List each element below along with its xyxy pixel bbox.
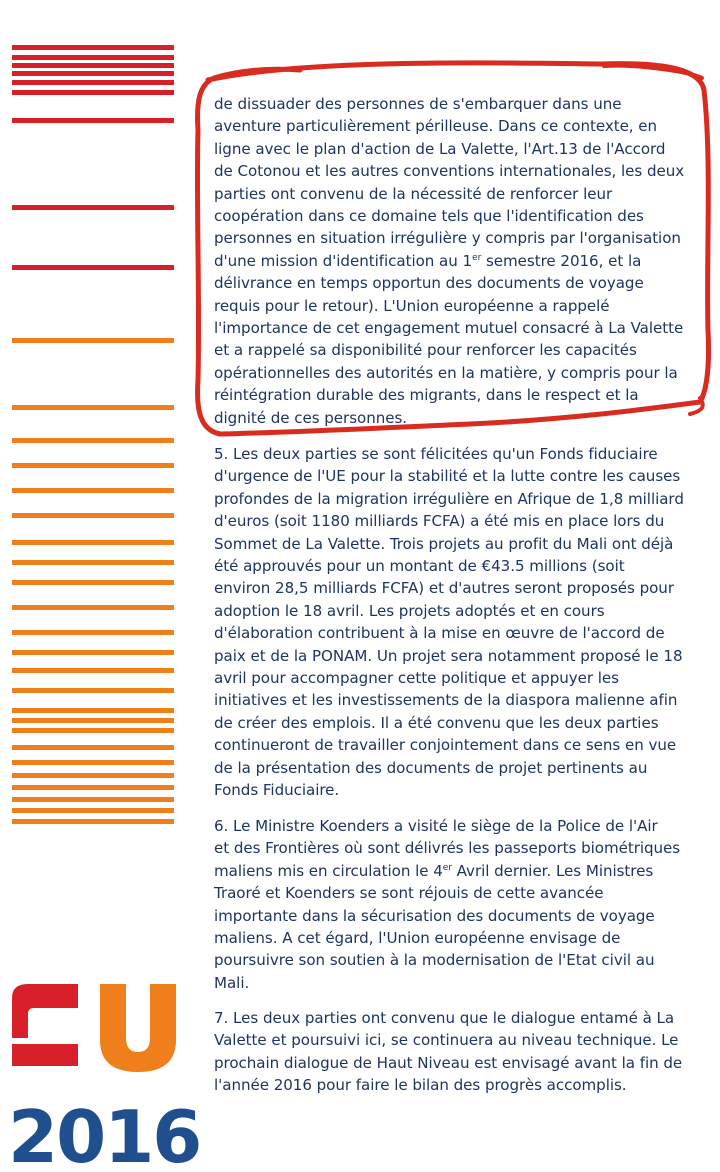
nl-eu-2016-logo xyxy=(4,980,204,1170)
stripe-orange xyxy=(12,580,174,585)
logo-nl-letters xyxy=(12,984,78,1066)
paragraph-5 xyxy=(214,443,714,802)
superscript: er xyxy=(442,862,452,873)
stripe-orange xyxy=(12,605,174,610)
stripe-orange xyxy=(12,760,174,765)
text-line: ligne avec le plan d'action de La Valette, l'Art.13 de l'Accord xyxy=(214,139,666,158)
text-line: profondes de la migration irrégulière en Afrique de 1,8 milliard xyxy=(214,489,684,508)
text-line: et a rappelé sa disponibilité pour renforcer les capacités xyxy=(214,341,637,360)
stripe-orange xyxy=(12,630,174,635)
paragraph-6 xyxy=(214,815,714,994)
stripe-red xyxy=(12,205,174,210)
text-line: avril pour accompagner cette politique et appuyer les xyxy=(214,669,619,688)
text-line: adoption le 18 avril. Les projets adoptés et en cours xyxy=(214,601,605,620)
stripe-orange xyxy=(12,718,174,723)
text-line: poursuivre son soutien à la modernisation de l'Etat civil au xyxy=(214,951,655,970)
stripe-orange xyxy=(12,540,174,545)
text-line: 6. Le Ministre Koenders a visité le siège de la Police de l'Air xyxy=(214,817,658,835)
stripe-orange xyxy=(12,773,174,778)
stripe-orange xyxy=(12,808,174,813)
stripe-orange xyxy=(12,728,174,733)
text-line: et des Frontières où sont délivrés les passeports biométriques xyxy=(214,839,681,858)
stripe-red xyxy=(12,63,174,68)
stripe-orange xyxy=(12,819,174,824)
stripe-orange xyxy=(12,785,174,790)
paragraph-1 xyxy=(214,93,714,429)
text-line: de la présentation des documents de projet pertinents au xyxy=(214,758,648,777)
text-line: requis pour le retour). L'Union européenne a rappelé xyxy=(214,296,610,315)
text-line: dignité de ces personnes. xyxy=(214,408,408,427)
stripe-red xyxy=(12,118,174,123)
text-line: Valette et poursuivi ici, se continuera au niveau technique. Le xyxy=(214,1031,679,1050)
text-line: 7. Les deux parties ont convenu que le dialogue entamé à La xyxy=(214,1009,675,1027)
stripe-orange xyxy=(12,338,174,343)
text-line: Fonds Fiduciaire. xyxy=(214,781,340,800)
text-line: prochain dialogue de Haut Niveau est envisagé avant la fin de xyxy=(214,1053,683,1072)
stripe-orange xyxy=(12,488,174,493)
stripe-orange xyxy=(12,650,174,655)
text-line: de créer des emplois. Il a été convenu que les deux parties xyxy=(214,713,659,732)
logo-year: 2016 xyxy=(8,1095,201,1170)
text-line: maliens mis en circulation le 4er Avril dernier. Les Ministres xyxy=(214,861,654,880)
text-line: coopération dans ce domaine tels que l'identification des xyxy=(214,207,644,226)
stripe-orange xyxy=(12,688,174,693)
text-line: parties ont convenu de la nécessité de renforcer leur xyxy=(214,184,613,203)
stripe-orange xyxy=(12,745,174,750)
stripe-orange xyxy=(12,797,174,802)
stripe-orange xyxy=(12,463,174,468)
text-line: personnes en situation irrégulière y compris par l'organisation xyxy=(214,229,681,248)
stripe-red xyxy=(12,45,174,50)
text-line: d'élaboration contribuent à la mise en œuvre de l'accord de xyxy=(214,624,665,643)
text-line: environ 28,5 milliards FCFA) et d'autres seront proposés pour xyxy=(214,579,674,598)
text-line: Mali. xyxy=(214,973,250,992)
stripe-red xyxy=(12,55,174,60)
text-line: d'urgence de l'UE pour la stabilité et la lutte contre les causes xyxy=(214,467,681,486)
text-line: importante dans la sécurisation des documents de voyage xyxy=(214,906,655,925)
stripe-red xyxy=(12,90,174,95)
text-line: été approuvés pour un montant de €43.5 millions (soit xyxy=(214,557,625,576)
stripe-red xyxy=(12,71,174,76)
stripe-orange xyxy=(12,668,174,673)
text-line: maliens. A cet égard, l'Union européenne envisage de xyxy=(214,929,621,948)
text-line: Traoré et Koenders se sont réjouis de cette avancée xyxy=(214,884,604,903)
stripe-orange xyxy=(12,708,174,713)
paragraph-7 xyxy=(214,1007,714,1097)
stripe-orange xyxy=(12,438,174,443)
text-line: d'euros (soit 1180 milliards FCFA) a été mis en place lors du xyxy=(214,512,665,531)
text-line: aventure particulièrement périlleuse. Dans ce contexte, en xyxy=(214,117,658,136)
stripe-orange xyxy=(12,560,174,565)
text-line: paix et de la PONAM. Un projet sera notamment proposé le 18 xyxy=(214,646,683,665)
text-line: d'une mission d'identification au 1er semestre 2016, et la xyxy=(214,251,642,270)
text-line: Sommet de La Valette. Trois projets au profit du Mali ont déjà xyxy=(214,534,674,553)
text-line: de dissuader des personnes de s'embarquer dans une xyxy=(214,95,622,113)
text-line: l'importance de cet engagement mutuel consacré à La Valette xyxy=(214,319,684,338)
text-line: réintégration durable des migrants, dans le respect et la xyxy=(214,386,639,405)
stripe-red xyxy=(12,80,174,85)
text-line: 5. Les deux parties se sont félicitées qu'un Fonds fiduciaire xyxy=(214,445,658,463)
text-line: délivrance en temps opportun des documents de voyage xyxy=(214,274,644,293)
stripe-red xyxy=(12,265,174,270)
text-line: continueront de travailler conjointement dans ce sens en vue xyxy=(214,736,677,755)
text-line: l'année 2016 pour faire le bilan des progrès accomplis. xyxy=(214,1076,627,1095)
text-line: de Cotonou et les autres conventions internationales, les deux xyxy=(214,162,685,181)
stripe-orange xyxy=(12,513,174,518)
stripe-orange xyxy=(12,405,174,410)
logo-eu-letter xyxy=(100,984,176,1072)
text-line: initiatives et les investissements de la diaspora malienne afin xyxy=(214,691,678,710)
text-line: opérationnelles des autorités en la matière, y compris pour la xyxy=(214,363,678,382)
superscript: er xyxy=(472,252,482,263)
